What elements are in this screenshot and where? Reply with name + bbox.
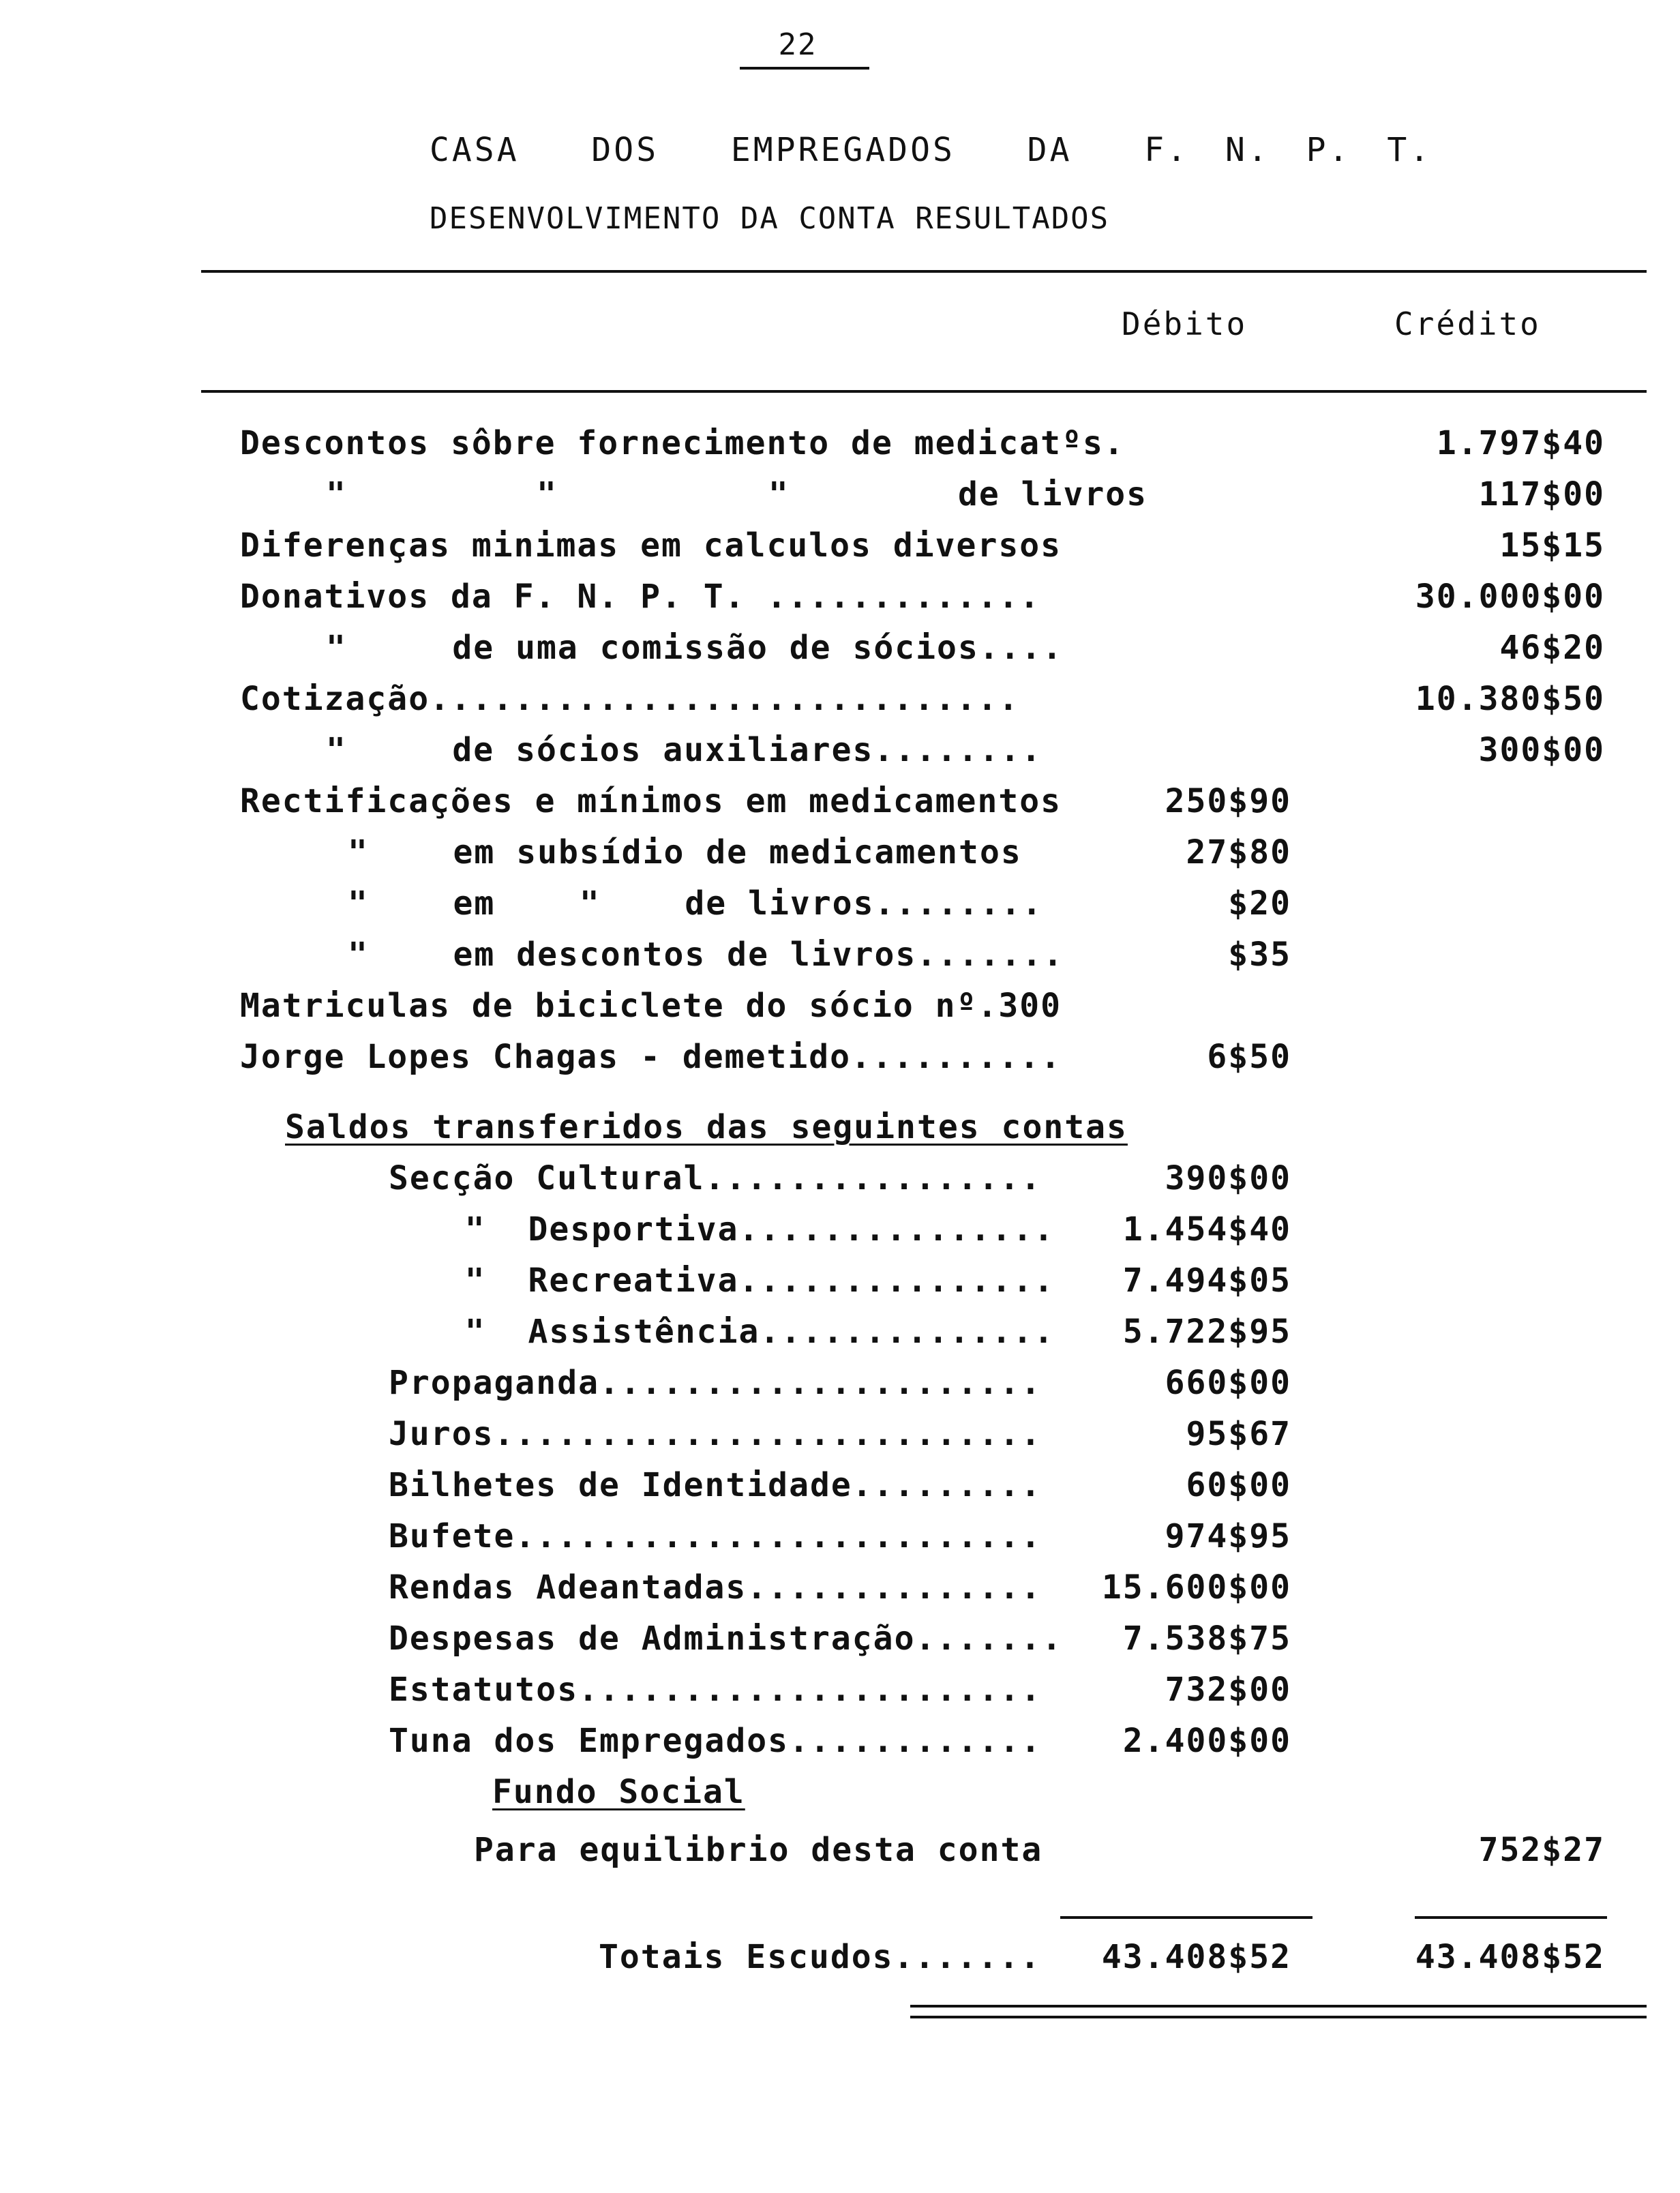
document-subtitle: DESENVOLVIMENTO DA CONTA RESULTADOS bbox=[430, 201, 1110, 236]
row-debit: 732$00 bbox=[1165, 1671, 1291, 1709]
final-double-rule-top bbox=[910, 2005, 1647, 2008]
totals-credit: 43.408$52 bbox=[1415, 1938, 1605, 1976]
row-label: Rectificações e mínimos em medicamentos bbox=[240, 782, 1062, 820]
totals-row bbox=[0, 1938, 1680, 1979]
row-debit: 390$00 bbox=[1165, 1159, 1291, 1197]
transfer-row bbox=[0, 1313, 1680, 1354]
credit-column-header: Crédito bbox=[1394, 305, 1541, 342]
ledger-row bbox=[0, 936, 1680, 976]
row-label: Diferenças minimas em calculos diversos bbox=[240, 526, 1062, 565]
row-label: Estatutos...................... bbox=[389, 1671, 1042, 1709]
ledger-row bbox=[0, 987, 1680, 1028]
row-debit: 15.600$00 bbox=[1101, 1568, 1291, 1607]
credit-sum-rule bbox=[1415, 1916, 1607, 1919]
debit-column-header: Débito bbox=[1122, 305, 1248, 342]
top-rule bbox=[201, 270, 1647, 273]
ledger-row bbox=[0, 782, 1680, 823]
row-debit: $35 bbox=[1228, 936, 1291, 974]
row-label: Cotização............................ bbox=[240, 680, 1020, 718]
transfer-row bbox=[0, 1159, 1680, 1200]
ledger-row bbox=[0, 526, 1680, 567]
ledger-row bbox=[0, 578, 1680, 618]
row-label: Matriculas de biciclete do sócio nº.300 bbox=[240, 987, 1062, 1025]
row-label: Propaganda..................... bbox=[389, 1364, 1042, 1402]
row-credit: 46$20 bbox=[1499, 629, 1605, 667]
row-label: Descontos sôbre fornecimento de medicatºs. bbox=[240, 424, 1125, 462]
ledger-row bbox=[0, 1038, 1680, 1079]
row-debit: 660$00 bbox=[1165, 1364, 1291, 1402]
transfer-row bbox=[0, 1466, 1680, 1507]
row-label: Bufete......................... bbox=[389, 1517, 1042, 1555]
row-label: Donativos da F. N. P. T. ............. bbox=[240, 578, 1041, 616]
ledger-row bbox=[0, 475, 1680, 516]
row-credit: 10.380$50 bbox=[1415, 680, 1605, 718]
row-label: " Desportiva............... bbox=[423, 1210, 1055, 1249]
row-label: Despesas de Administração....... bbox=[389, 1620, 1063, 1658]
ledger-row bbox=[0, 731, 1680, 772]
ledger-row bbox=[0, 884, 1680, 925]
transfer-row bbox=[0, 1620, 1680, 1660]
row-label: " em " de livros........ bbox=[348, 884, 1043, 923]
row-label: " " " de livros bbox=[326, 475, 1148, 513]
fund-row bbox=[0, 1831, 1680, 1872]
row-label: Bilhetes de Identidade......... bbox=[389, 1466, 1042, 1504]
ledger-row bbox=[0, 680, 1680, 721]
row-debit: 60$00 bbox=[1186, 1466, 1291, 1504]
page-number: 22 bbox=[778, 27, 817, 62]
fund-credit: 752$27 bbox=[1478, 1831, 1605, 1869]
row-debit: 5.722$95 bbox=[1122, 1313, 1291, 1351]
transfer-row bbox=[0, 1722, 1680, 1763]
ledger-row bbox=[0, 424, 1680, 465]
row-label: " em subsídio de medicamentos bbox=[348, 833, 1022, 871]
transfer-row bbox=[0, 1364, 1680, 1405]
row-debit: 7.494$05 bbox=[1122, 1262, 1291, 1300]
ledger-row bbox=[0, 833, 1680, 874]
document-title: CASA DOS EMPREGADOS DA F. N. P. T. bbox=[430, 131, 1432, 169]
fund-heading: Fundo Social bbox=[492, 1773, 745, 1811]
row-label: Tuna dos Empregados............ bbox=[389, 1722, 1042, 1760]
totals-debit: 43.408$52 bbox=[1101, 1938, 1291, 1976]
debit-sum-rule bbox=[1060, 1916, 1312, 1919]
row-debit: 1.454$40 bbox=[1122, 1210, 1291, 1249]
row-credit: 30.000$00 bbox=[1415, 578, 1605, 616]
row-debit: 6$50 bbox=[1207, 1038, 1291, 1076]
row-label: " em descontos de livros....... bbox=[348, 936, 1064, 974]
row-label: Jorge Lopes Chagas - demetido.......... bbox=[240, 1038, 1062, 1076]
transfer-row bbox=[0, 1262, 1680, 1302]
transfer-row bbox=[0, 1517, 1680, 1558]
header-rule bbox=[201, 390, 1647, 393]
transfer-row bbox=[0, 1415, 1680, 1456]
page-number-underline bbox=[740, 67, 869, 70]
transfer-row bbox=[0, 1671, 1680, 1712]
row-label: Rendas Adeantadas.............. bbox=[389, 1568, 1042, 1607]
row-label: " Assistência.............. bbox=[423, 1313, 1055, 1351]
final-double-rule-bottom bbox=[910, 2016, 1647, 2018]
row-debit: 27$80 bbox=[1186, 833, 1291, 871]
row-debit: $20 bbox=[1228, 884, 1291, 923]
row-debit: 7.538$75 bbox=[1122, 1620, 1291, 1658]
row-debit: 95$67 bbox=[1186, 1415, 1291, 1453]
row-label: Juros.......................... bbox=[389, 1415, 1042, 1453]
row-label: " de sócios auxiliares........ bbox=[326, 731, 1042, 769]
totals-label: Totais Escudos....... bbox=[599, 1938, 1041, 1976]
row-label: " de uma comissão de sócios.... bbox=[326, 629, 1064, 667]
row-credit: 117$00 bbox=[1478, 475, 1605, 513]
row-debit: 2.400$00 bbox=[1122, 1722, 1291, 1760]
row-debit: 974$95 bbox=[1165, 1517, 1291, 1555]
transfer-row bbox=[0, 1210, 1680, 1251]
row-credit: 15$15 bbox=[1499, 526, 1605, 565]
row-label: Secção Cultural................ bbox=[389, 1159, 1042, 1197]
transfers-heading: Saldos transferidos das seguintes contas bbox=[285, 1108, 1128, 1146]
row-debit: 250$90 bbox=[1165, 782, 1291, 820]
transfer-row bbox=[0, 1568, 1680, 1609]
row-credit: 300$00 bbox=[1478, 731, 1605, 769]
ledger-row bbox=[0, 629, 1680, 670]
row-label: " Recreativa............... bbox=[423, 1262, 1055, 1300]
fund-label: Para equilibrio desta conta bbox=[474, 1831, 1043, 1869]
row-credit: 1.797$40 bbox=[1436, 424, 1605, 462]
